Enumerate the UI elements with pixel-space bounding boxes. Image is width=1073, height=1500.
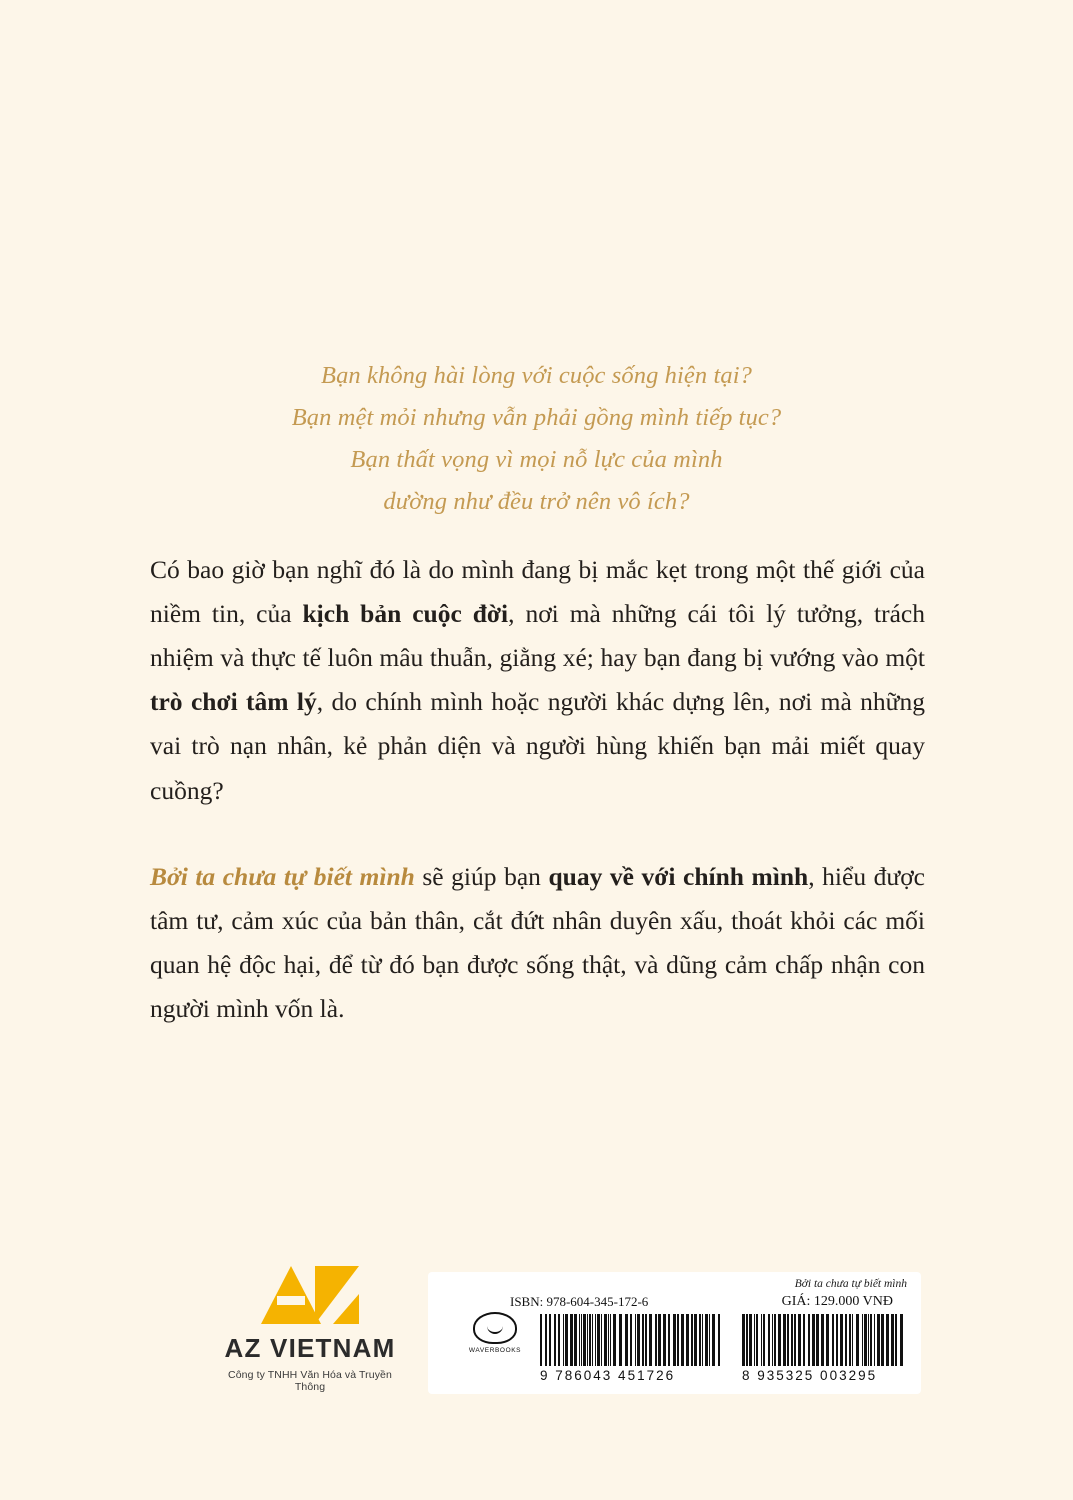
- logo-letter-a: [261, 1266, 321, 1324]
- paragraph-one-bold-2: trò chơi tâm lý: [150, 687, 317, 717]
- barcode-ean-bars: [742, 1314, 908, 1366]
- intro-line-4: dường như đều trở nên vô ích?: [383, 488, 690, 516]
- paragraph-one-text-3: , do chính mình hoặc người khác dựng lên, nơi mà những vai trò nạn nhân, kẻ phản diện và người hùng khiến bạn mải miết quay cuồng?: [150, 687, 925, 805]
- publisher-subtitle: Công ty TNHH Văn Hóa và Truyền Thông: [228, 1369, 392, 1393]
- intro-line-3: Bạn thất vọng vì mọi nỗ lực của mình: [350, 446, 723, 474]
- barcode-ean: [742, 1314, 908, 1383]
- barcode-isbn-digits: 9 786043 451726: [540, 1368, 676, 1383]
- az-logo-icon: [215, 1262, 405, 1324]
- paragraph-one-text-1: Có bao giờ bạn nghĩ đó là do mình đang bị mắc kẹt trong một thế giới của niềm tin, của: [150, 555, 925, 629]
- price-text: GIÁ: 129.000 VNĐ: [781, 1294, 893, 1309]
- waverbooks-imprint: [466, 1312, 524, 1354]
- barcode-panel: [428, 1272, 921, 1394]
- waverbooks-icon: [473, 1312, 517, 1344]
- body-copy: [150, 548, 925, 1031]
- publisher-name: AZ VIETNAM: [224, 1333, 396, 1363]
- paragraph-one-text-2: , nơi mà những cái tôi lý tưởng, trách nhiệm và thực tế luôn mâu thuẫn, giằng xé; hay bạn đang bị vướng vào một: [150, 599, 926, 673]
- intro-line-2: Bạn mệt mỏi nhưng vẫn phải gồng mình tiếp tục?: [291, 404, 782, 432]
- publisher-block: [215, 1262, 405, 1393]
- paragraph-one-bold-1: kịch bản cuộc đời: [302, 599, 509, 629]
- paragraph-two-text-2: , hiểu được tâm tư, cảm xúc của bản thân, cắt đứt nhân duyên xấu, thoát khỏi các mối quan hệ độc hại, để từ đó bạn được sống thật, và dũng cảm chấp nhận con người mình vốn là.: [150, 861, 926, 1023]
- intro-block: [0, 355, 1073, 524]
- intro-line-1: Bạn không hài lòng với cuộc sống hiện tại?: [321, 362, 752, 389]
- barcode-isbn-bars: [540, 1314, 726, 1366]
- paragraph-two-text-1: sẽ giúp bạn: [414, 861, 549, 891]
- isbn-text: ISBN: 978-604-345-172-6: [510, 1294, 649, 1309]
- logo-letter-z: [315, 1266, 359, 1324]
- paragraph-two: [150, 855, 925, 1031]
- barcode-isbn: [540, 1314, 726, 1383]
- barcode-ean-digits: 8 935325 003295: [742, 1368, 878, 1383]
- paragraph-two-bold-1: quay về với chính mình: [548, 861, 809, 891]
- waverbooks-label: WAVERBOOKS: [468, 1347, 522, 1354]
- book-title-inline: Bởi ta chưa tự biết mình: [150, 861, 415, 891]
- paragraph-one: [150, 548, 925, 813]
- panel-book-title: Bởi ta chưa tự biết mình: [794, 1278, 907, 1290]
